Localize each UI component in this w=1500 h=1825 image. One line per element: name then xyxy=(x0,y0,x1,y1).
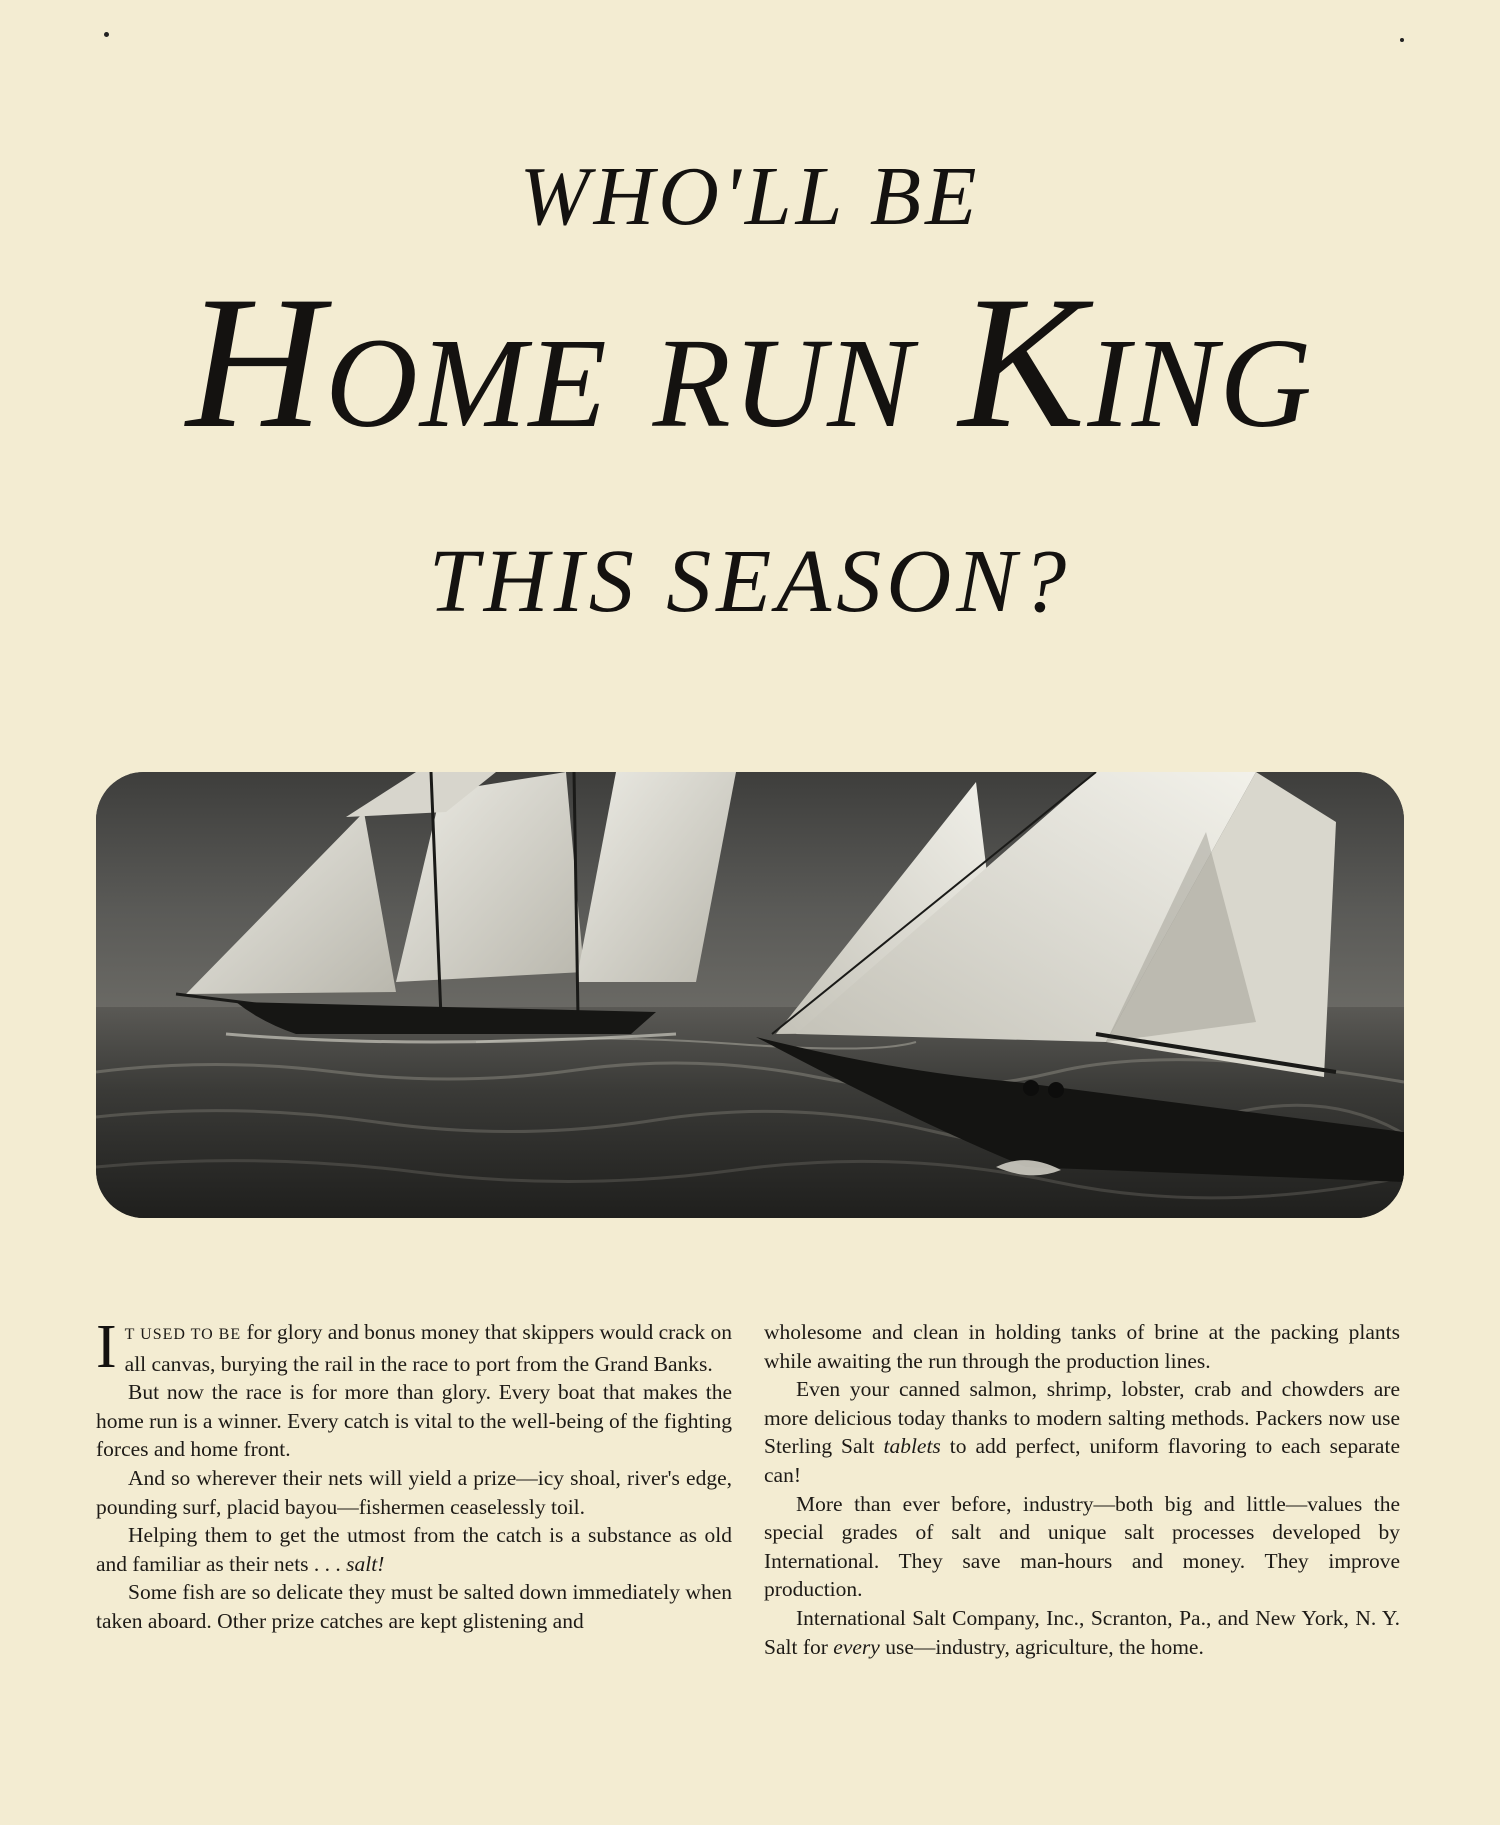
print-speck xyxy=(104,32,109,37)
paragraph-text: for glory and bonus money that skippers would crack on all canvas, burying the rail in the race to port from the Grand Banks. xyxy=(124,1320,732,1376)
paragraph-text: Helping them to get the utmost from the catch is a substance as old and familiar as their nets . . . xyxy=(96,1523,732,1576)
emphasis-text: salt! xyxy=(346,1551,385,1576)
paragraph-text: use—industry, agriculture, the home. xyxy=(879,1634,1204,1659)
body-paragraph: More than ever before, industry—both big and little—values the special grades of salt and unique salt processes developed by International. They save man-hours and money. They improve production. xyxy=(764,1491,1400,1602)
headline-line-3: THIS SEASON? xyxy=(428,532,1072,631)
body-paragraph: But now the race is for more than glory. Every boat that makes the home run is a winner. Every catch is vital to the well-being of the fighting forces and home front. xyxy=(96,1380,732,1462)
body-paragraph: Some fish are so delicate they must be salted down immediately when taken aboard. Other prize catches are kept glistening and xyxy=(96,1580,732,1633)
headline-king-cap: K xyxy=(958,258,1088,468)
body-paragraph: wholesome and clean in holding tanks of brine at the packing plants while awaiting the run through the production lines. xyxy=(764,1320,1400,1373)
headline-home-cap: H xyxy=(186,258,326,468)
body-paragraph xyxy=(96,1521,732,1578)
schooner-illustration-svg xyxy=(96,772,1404,1218)
drop-cap: I xyxy=(96,1313,117,1381)
body-paragraph xyxy=(96,1313,732,1381)
headline-home-rest: OME xyxy=(325,312,609,454)
paragraph-text: International Salt Company, Inc., Scranton, Pa., and New York, N. Y. Salt for xyxy=(764,1605,1400,1659)
headline-run: RUN xyxy=(652,312,915,454)
sailor-figure xyxy=(1048,1082,1064,1098)
headline-line-1: WHO'LL BE xyxy=(519,150,981,243)
headline-king-rest: ING xyxy=(1087,312,1314,454)
paragraph-text: to add perfect, uniform flavoring to each separate can! xyxy=(764,1434,1400,1487)
body-paragraph xyxy=(764,1375,1400,1489)
sailor-figure xyxy=(1023,1080,1039,1096)
body-column-right xyxy=(764,1318,1400,1661)
paragraph-text: Even your canned salmon, shrimp, lobster, crab and chowders are more delicious today thanks to modern salting methods. Packers now use Sterling Salt xyxy=(764,1377,1400,1459)
schooner-race-illustration xyxy=(96,772,1404,1218)
opening-small-caps: T USED TO BE xyxy=(124,1326,242,1343)
body-paragraph xyxy=(764,1604,1400,1661)
body-paragraph: And so wherever their nets will yield a prize—icy shoal, river's edge, pounding surf, placid bayou—fishermen ceaselessly toil. xyxy=(96,1465,732,1519)
body-column-left xyxy=(96,1313,732,1636)
emphasis-text: tablets xyxy=(883,1434,941,1459)
headline-line-2 xyxy=(0,258,1500,468)
print-speck xyxy=(1400,38,1404,42)
emphasis-text: every xyxy=(833,1634,880,1659)
